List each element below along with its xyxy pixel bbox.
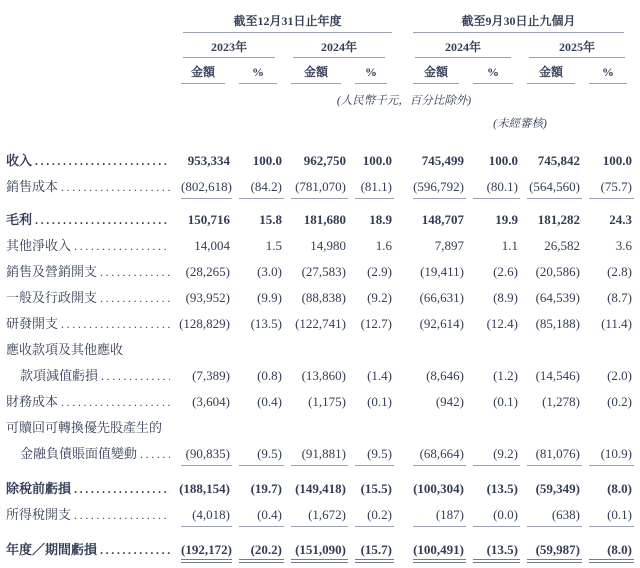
amount-2024-9m: (68,664) (413, 440, 466, 466)
pct-2023: (0.4) (239, 501, 284, 527)
spacer (394, 173, 406, 199)
amount-2025-9m: 745,842 (537, 153, 580, 168)
pct-2023: 100.0 (252, 153, 282, 168)
col-header-amount-2024-9m: 金額 (413, 65, 459, 84)
amount-2023: (7,389) (192, 368, 230, 383)
year-header-2024-9m: 2024年 (415, 40, 511, 58)
col-header-amount-2025-9m: 金額 (527, 65, 575, 84)
year-header-2023: 2023年 (183, 40, 275, 58)
pct-2024-9m: (9.2) (473, 440, 520, 466)
amount-2024-9m: (66,631) (419, 290, 464, 305)
income-statement-table (6, 14, 634, 563)
spacer (394, 310, 406, 336)
dot-leader (74, 481, 170, 497)
amount-2024-9m: (942) (435, 394, 464, 409)
amount-2023: (3,604) (192, 394, 230, 409)
row-label-impairment-line1: 應收款項及其他應收 (6, 342, 124, 357)
amount-2024: (122,741) (295, 316, 346, 331)
dot-leader (35, 212, 170, 228)
pct-2024: (81.1) (355, 173, 394, 199)
amount-2024: 14,980 (310, 238, 346, 253)
pct-2024-9m: (12.4) (486, 316, 518, 331)
pct-2023: (19.7) (250, 481, 282, 496)
spacer (394, 147, 406, 173)
pct-2024-9m: (8.9) (493, 290, 518, 305)
dot-leader (101, 368, 170, 384)
pct-2025-9m: 3.6 (615, 238, 632, 253)
amount-2024-9m: 745,499 (421, 153, 464, 168)
row-label: 收入 ..... (6, 147, 174, 173)
pct-2024-9m: 1.1 (501, 238, 518, 253)
amount-2024: (27,583) (301, 264, 346, 279)
amount-2025-9m: (81,076) (527, 440, 582, 466)
pct-2023: 15.8 (259, 212, 282, 227)
amount-2023: (90,835) (181, 440, 232, 466)
pct-2024: 100.0 (362, 153, 392, 168)
row-label: 除稅前虧損 ..... (6, 475, 174, 501)
spacer (394, 440, 406, 466)
period-header-nine-months: 截至9月30日止九個月 (413, 14, 624, 33)
row-label: 年度／期間虧損 ..... (6, 536, 174, 563)
pct-2024: (9.2) (367, 290, 392, 305)
amount-2025-9m: (59,987) (527, 536, 582, 563)
row-label: 款項減值虧損 ..... (6, 362, 174, 388)
dot-leader (74, 507, 170, 523)
row-label: 一般及行政開支 ..... (6, 284, 174, 310)
amount-2023: (28,265) (185, 264, 230, 279)
pct-2024-9m: (13.5) (486, 481, 518, 496)
amount-2024-9m: 7,897 (434, 238, 464, 253)
amount-2025-9m: (85,188) (535, 316, 580, 331)
pct-2024: 1.6 (375, 238, 392, 253)
pct-2024-9m: (0.0) (473, 501, 520, 527)
row-label: 其他淨收入 ..... (6, 232, 174, 258)
row-label: 金融負債賬面值變動 ..... (6, 440, 174, 466)
pct-2024: (2.9) (367, 264, 392, 279)
row-label: 所得稅開支 ..... (6, 501, 174, 527)
dot-leader (74, 238, 170, 254)
pct-2025-9m: (8.7) (607, 290, 632, 305)
amount-2023: 150,716 (187, 212, 230, 227)
amount-2023: 14,004 (194, 238, 230, 253)
spacer (394, 362, 406, 388)
amount-2025-9m: (638) (527, 501, 582, 527)
amount-2025-9m: (564,560) (527, 173, 582, 199)
amount-2024: (13,860) (301, 368, 346, 383)
amount-2025-9m: 26,582 (544, 238, 580, 253)
pct-2024: (0.1) (367, 394, 392, 409)
row-label: 銷售及營銷開支 ..... (6, 258, 174, 284)
spacer (394, 501, 406, 527)
col-header-amount-2024: 金額 (291, 65, 341, 84)
col-header-percent-2023: % (239, 65, 277, 84)
pct-2023: (3.0) (257, 264, 282, 279)
dot-leader (100, 264, 170, 280)
pct-2025-9m: (2.0) (607, 368, 632, 383)
amount-2024: (1,672) (291, 501, 348, 527)
pct-2025-9m: (2.8) (607, 264, 632, 279)
pct-2025-9m: (75.7) (589, 173, 634, 199)
spacer (394, 258, 406, 284)
spacer (394, 232, 406, 258)
amount-2025-9m: (1,278) (542, 394, 580, 409)
pct-2024: (12.7) (360, 316, 392, 331)
amount-2025-9m: 181,282 (537, 212, 580, 227)
amount-2024: (91,881) (291, 440, 348, 466)
period-header-annual: 截至12月31日止年度 (183, 14, 392, 33)
dot-leader (35, 153, 170, 169)
pct-2025-9m: (8.0) (607, 481, 632, 496)
amount-2024-9m: (92,614) (419, 316, 464, 331)
row-label: 財務成本 ..... (6, 388, 174, 414)
financial-statement-page (6, 0, 634, 563)
pct-2024: (9.5) (355, 440, 394, 466)
dot-leader (100, 290, 170, 306)
unaudited-note: (未經審核) (493, 118, 547, 130)
pct-2024-9m: (0.1) (493, 394, 518, 409)
spacer (394, 388, 406, 414)
amount-2024: (149,418) (295, 481, 346, 496)
pct-2023: 1.5 (265, 238, 282, 253)
spacer (394, 536, 406, 563)
amount-2024-9m: (187) (413, 501, 466, 527)
pct-2025-9m: (10.9) (589, 440, 634, 466)
pct-2023: (9.5) (239, 440, 284, 466)
spacer (394, 206, 406, 232)
amount-2025-9m: (64,539) (535, 290, 580, 305)
row-label: 研發開支 ..... (6, 310, 174, 336)
pct-2024-9m: 19.9 (495, 212, 518, 227)
amount-2023: (93,952) (185, 290, 230, 305)
pct-2023: (20.2) (239, 536, 284, 563)
amount-2024: (151,090) (291, 536, 348, 563)
pct-2023: (0.8) (257, 368, 282, 383)
amount-2024-9m: (596,792) (413, 173, 466, 199)
units-note: (人民幣千元，百分比除外) (336, 95, 472, 107)
row-label-preferred-shares-line1: 可贖回可轉換優先股產生的 (6, 420, 163, 435)
amount-2025-9m: (14,546) (535, 368, 580, 383)
pct-2024: 18.9 (369, 212, 392, 227)
spacer (394, 284, 406, 310)
amount-2024-9m: (100,304) (413, 481, 464, 496)
amount-2025-9m: (20,586) (535, 264, 580, 279)
pct-2023: (9.9) (257, 290, 282, 305)
row-label: 銷售成本 ..... (6, 173, 174, 199)
amount-2024: (1,175) (308, 394, 346, 409)
pct-2024-9m: (13.5) (473, 536, 520, 563)
year-header-2025-9m: 2025年 (529, 40, 625, 58)
spacer (394, 475, 406, 501)
year-header-2024: 2024年 (293, 40, 385, 58)
amount-2023: 953,334 (187, 153, 230, 168)
dot-leader (140, 446, 170, 462)
dot-leader (61, 394, 170, 410)
dot-leader (100, 542, 170, 558)
col-header-percent-2025-9m: % (589, 65, 627, 84)
row-label: 毛利 ..... (6, 206, 174, 232)
pct-2024-9m: 100.0 (488, 153, 518, 168)
col-header-percent-2024-9m: % (473, 65, 513, 84)
amount-2023: (188,154) (179, 481, 230, 496)
amount-2024-9m: 148,707 (421, 212, 464, 227)
pct-2024: (15.5) (360, 481, 392, 496)
amount-2025-9m: (59,349) (535, 481, 580, 496)
pct-2025-9m: 100.0 (602, 153, 632, 168)
amount-2024: (781,070) (291, 173, 348, 199)
amount-2024: (88,838) (301, 290, 346, 305)
dot-leader (61, 179, 170, 195)
pct-2023: (0.4) (257, 394, 282, 409)
amount-2024: 181,680 (303, 212, 346, 227)
col-header-percent-2024: % (355, 65, 387, 84)
col-header-amount-2023: 金額 (181, 65, 225, 84)
pct-2025-9m: (0.1) (589, 501, 634, 527)
pct-2023: (84.2) (239, 173, 284, 199)
amount-2024-9m: (8,646) (426, 368, 464, 383)
pct-2025-9m: 24.3 (609, 212, 632, 227)
amount-2024-9m: (19,411) (420, 264, 464, 279)
amount-2023: (802,618) (181, 173, 232, 199)
amount-2023: (192,172) (181, 536, 232, 563)
pct-2025-9m: (8.0) (589, 536, 634, 563)
pct-2024-9m: (2.6) (493, 264, 518, 279)
amount-2023: (4,018) (181, 501, 232, 527)
pct-2023: (13.5) (250, 316, 282, 331)
amount-2023: (128,829) (179, 316, 230, 331)
pct-2025-9m: (0.2) (607, 394, 632, 409)
amount-2024-9m: (100,491) (413, 536, 466, 563)
dot-leader (61, 316, 170, 332)
pct-2024: (1.4) (367, 368, 392, 383)
pct-2024-9m: (1.2) (493, 368, 518, 383)
amount-2024: 962,750 (303, 153, 346, 168)
pct-2025-9m: (11.4) (601, 316, 632, 331)
pct-2024: (0.2) (355, 501, 394, 527)
pct-2024-9m: (80.1) (473, 173, 520, 199)
pct-2024: (15.7) (355, 536, 394, 563)
